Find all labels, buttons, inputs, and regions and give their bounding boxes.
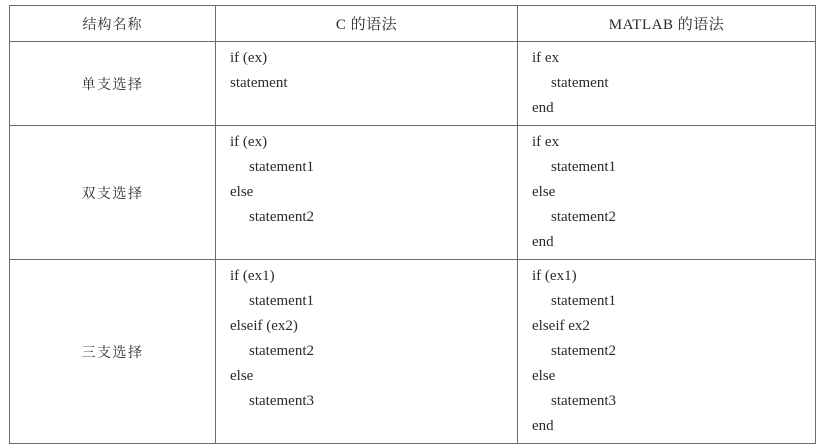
code-line: else: [532, 184, 556, 200]
code-line: statement2: [551, 343, 616, 359]
code-line: if ex: [532, 50, 560, 66]
header-matlab-syntax: MATLAB 的语法: [518, 6, 816, 42]
c-syntax-cell: [216, 260, 518, 444]
code-line: if ex: [532, 134, 560, 150]
code-line: statement: [551, 75, 609, 91]
code-line: statement1: [551, 293, 616, 309]
code-line: statement1: [249, 159, 314, 175]
table-row: [10, 126, 816, 260]
matlab-syntax-cell: [518, 260, 816, 444]
code-line: statement1: [249, 293, 314, 309]
code-line: if (ex): [230, 134, 268, 150]
syntax-comparison-table: [9, 5, 816, 444]
code-line: else: [230, 184, 254, 200]
table-header: [10, 6, 816, 42]
code-line: statement: [230, 75, 288, 91]
code-line: if (ex): [230, 50, 268, 66]
code-line: statement3: [249, 393, 314, 409]
code-line: statement2: [551, 209, 616, 225]
header-structure-name: 结构名称: [10, 6, 216, 42]
code-line: end: [532, 100, 554, 116]
structure-name-cell: 双支选择: [10, 126, 216, 260]
code-line: elseif (ex2): [230, 318, 298, 334]
code-line: elseif ex2: [532, 318, 590, 334]
matlab-syntax-cell: [518, 42, 816, 126]
code-line: else: [532, 368, 556, 384]
table-body: [10, 42, 816, 444]
code-line: if (ex1): [230, 268, 275, 284]
header-c-syntax: C 的语法: [216, 6, 518, 42]
syntax-comparison-table-wrapper: [9, 5, 815, 434]
code-line: statement2: [249, 209, 314, 225]
structure-name-cell: 单支选择: [10, 42, 216, 126]
code-line: end: [532, 234, 554, 250]
c-syntax-cell: [216, 126, 518, 260]
table-row: [10, 42, 816, 126]
matlab-syntax-cell: [518, 126, 816, 260]
code-line: end: [532, 418, 554, 434]
code-line: statement1: [551, 159, 616, 175]
structure-name-cell: 三支选择: [10, 260, 216, 444]
header-row: [10, 6, 816, 42]
table-row: [10, 260, 816, 444]
c-syntax-cell: [216, 42, 518, 126]
code-line: statement3: [551, 393, 616, 409]
code-line: else: [230, 368, 254, 384]
code-line: if (ex1): [532, 268, 577, 284]
code-line: statement2: [249, 343, 314, 359]
